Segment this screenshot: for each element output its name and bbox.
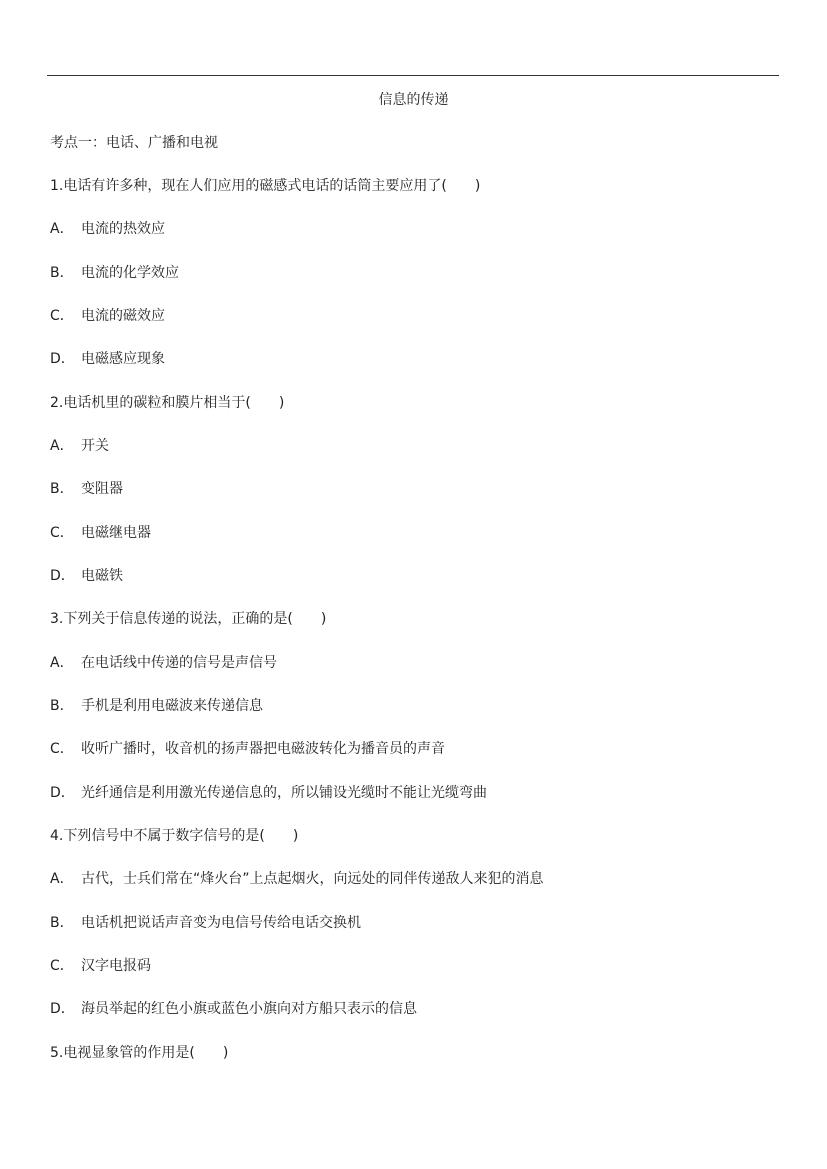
option-label: D． (50, 568, 75, 584)
option-1c (50, 306, 165, 326)
option-text: 电流的磁效应 (81, 308, 165, 324)
option-4c (50, 956, 151, 976)
header-rule (47, 75, 779, 76)
option-label: D． (50, 351, 75, 367)
option-text: 海员举起的红色小旗或蓝色小旗向对方船只表示的信息 (81, 1001, 417, 1017)
option-text: 电磁铁 (81, 568, 123, 584)
option-2c (50, 523, 151, 543)
option-text: 汉字电报码 (81, 958, 151, 974)
option-text: 古代，士兵们常在“烽火台”上点起烟火，向远处的同伴传递敌人来犯的消息 (81, 871, 544, 887)
option-2b (50, 479, 123, 499)
option-1a (50, 219, 165, 239)
option-label: B． (50, 915, 74, 931)
option-text: 电话机把说话声音变为电信号传给电话交换机 (81, 915, 361, 931)
option-1b (50, 263, 179, 283)
option-label: B． (50, 698, 74, 714)
option-text: 电磁继电器 (81, 525, 151, 541)
option-4d (50, 999, 417, 1019)
option-text: 收听广播时，收音机的扬声器把电磁波转化为播音员的声音 (81, 741, 445, 757)
option-text: 手机是利用电磁波来传递信息 (81, 698, 263, 714)
option-label: D． (50, 1001, 75, 1017)
option-text: 在电话线中传递的信号是声信号 (81, 655, 277, 671)
option-3c (50, 739, 445, 759)
option-label: C． (50, 525, 74, 541)
option-3d (50, 783, 487, 803)
option-4b (50, 913, 361, 933)
option-text: 电磁感应现象 (81, 351, 165, 367)
option-label: A． (50, 221, 74, 237)
option-text: 开关 (81, 438, 109, 454)
option-text: 变阻器 (81, 481, 123, 497)
option-label: C． (50, 741, 74, 757)
option-label: D． (50, 785, 75, 801)
option-1d (50, 349, 165, 369)
option-label: A． (50, 655, 74, 671)
question-stem-3: 3.下列关于信息传递的说法，正确的是( ) (50, 611, 327, 627)
option-4a (50, 869, 544, 889)
option-text: 电流的化学效应 (81, 265, 179, 281)
option-text: 电流的热效应 (81, 221, 165, 237)
option-2a (50, 436, 109, 456)
option-label: B． (50, 265, 74, 281)
question-stem-2: 2.电话机里的碳粒和膜片相当于( ) (50, 395, 285, 411)
question-stem-4: 4.下列信号中不属于数字信号的是( ) (50, 828, 299, 844)
option-3a (50, 653, 277, 673)
page-title: 信息的传递 (378, 92, 449, 108)
option-label: A． (50, 438, 74, 454)
option-text: 光纤通信是利用激光传递信息的，所以铺设光缆时不能让光缆弯曲 (81, 785, 487, 801)
option-3b (50, 696, 263, 716)
question-stem-1: 1.电话有许多种，现在人们应用的磁感式电话的话筒主要应用了( ) (50, 178, 481, 194)
option-label: C． (50, 958, 74, 974)
section-heading: 考点一：电话、广播和电视 (50, 135, 218, 151)
option-2d (50, 566, 123, 586)
option-label: A． (50, 871, 74, 887)
question-stem-5: 5.电视显象管的作用是( ) (50, 1045, 229, 1061)
option-label: B． (50, 481, 74, 497)
option-label: C． (50, 308, 74, 324)
